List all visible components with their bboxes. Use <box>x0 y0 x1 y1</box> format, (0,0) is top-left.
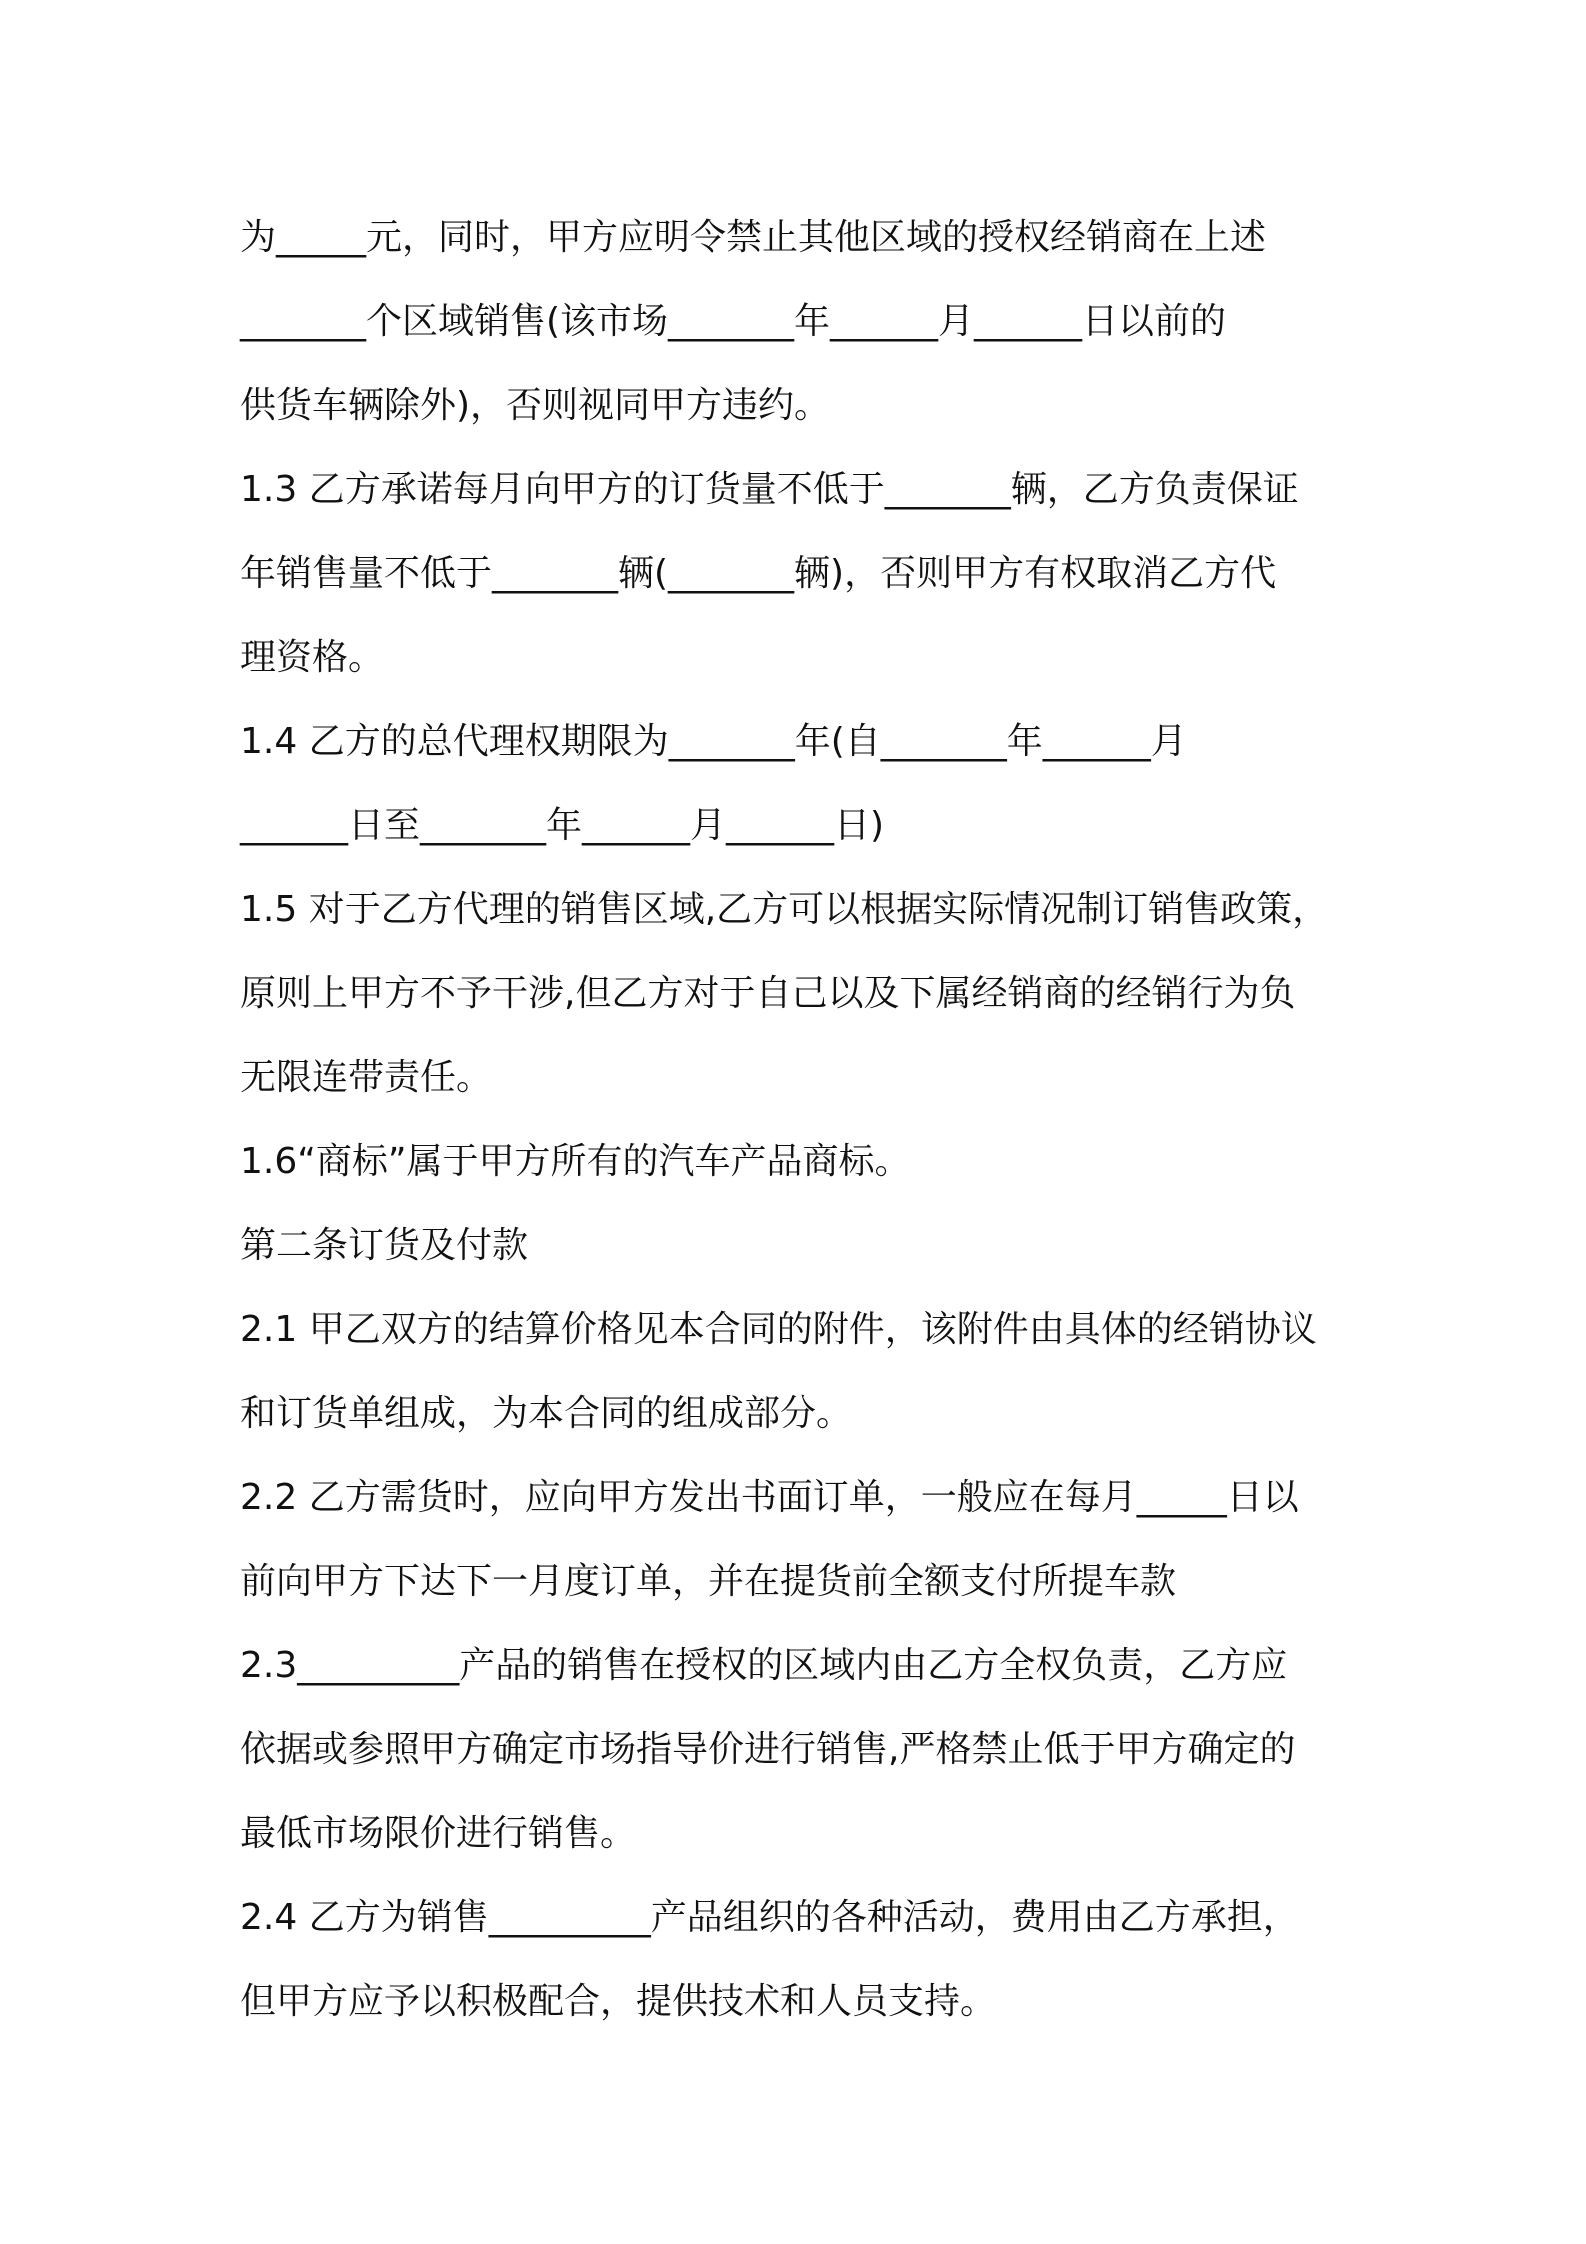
text-line: 年销售量不低于_______辆(_______辆)，否则甲方有权取消乙方代 <box>240 553 1277 594</box>
text-line: 理资格。 <box>240 637 385 678</box>
clause-1-5-line: 1.5 对于乙方代理的销售区域,乙方可以根据实际情况制订销售政策， <box>240 889 1329 930</box>
text-line: 依据或参照甲方确定市场指导价进行销售,严格禁止低于甲方确定的 <box>240 1729 1296 1770</box>
text-line: ______日至_______年______月______日) <box>240 805 885 846</box>
text-line: 原则上甲方不予干涉,但乙方对于自己以及下属经销商的经销行为负 <box>240 973 1296 1014</box>
clause-2-3-line: 2.3_________产品的销售在授权的区域内由乙方全权负责，乙方应 <box>240 1645 1288 1686</box>
text-line: 最低市场限价进行销售。 <box>240 1813 637 1854</box>
text-line: 但甲方应予以积极配合，提供技术和人员支持。 <box>240 1981 997 2022</box>
contract-body-text <box>240 196 1360 2044</box>
text-line: 和订货单组成，为本合同的组成部分。 <box>240 1393 853 1434</box>
text-line: 供货车辆除外)，否则视同甲方违约。 <box>240 385 831 426</box>
text-line: 为_____元，同时，甲方应明令禁止其他区域的授权经销商在上述 <box>240 217 1267 258</box>
text-line: 无限连带责任。 <box>240 1057 493 1098</box>
clause-1-6-line: 1.6“商标”属于甲方所有的汽车产品商标。 <box>240 1141 911 1182</box>
clause-2-1-line: 2.1 甲乙双方的结算价格见本合同的附件，该附件由具体的经销协议 <box>240 1309 1317 1350</box>
clause-2-4-line: 2.4 乙方为销售_________产品组织的各种活动，费用由乙方承担， <box>240 1897 1299 1938</box>
text-line: 前向甲方下达下一月度订单，并在提货前全额支付所提车款 <box>240 1561 1177 1602</box>
clause-1-3-line: 1.3 乙方承诺每月向甲方的订货量不低于_______辆，乙方负责保证 <box>240 469 1299 510</box>
clause-1-4-line: 1.4 乙方的总代理权期限为_______年(自_______年______月 <box>240 721 1187 762</box>
section-heading-article-2: 第二条订货及付款 <box>240 1225 529 1266</box>
text-line: _______个区域销售(该市场_______年______月______日以前的 <box>240 301 1227 342</box>
clause-2-2-line: 2.2 乙方需货时，应向甲方发出书面订单，一般应在每月_____日以 <box>240 1477 1299 1518</box>
